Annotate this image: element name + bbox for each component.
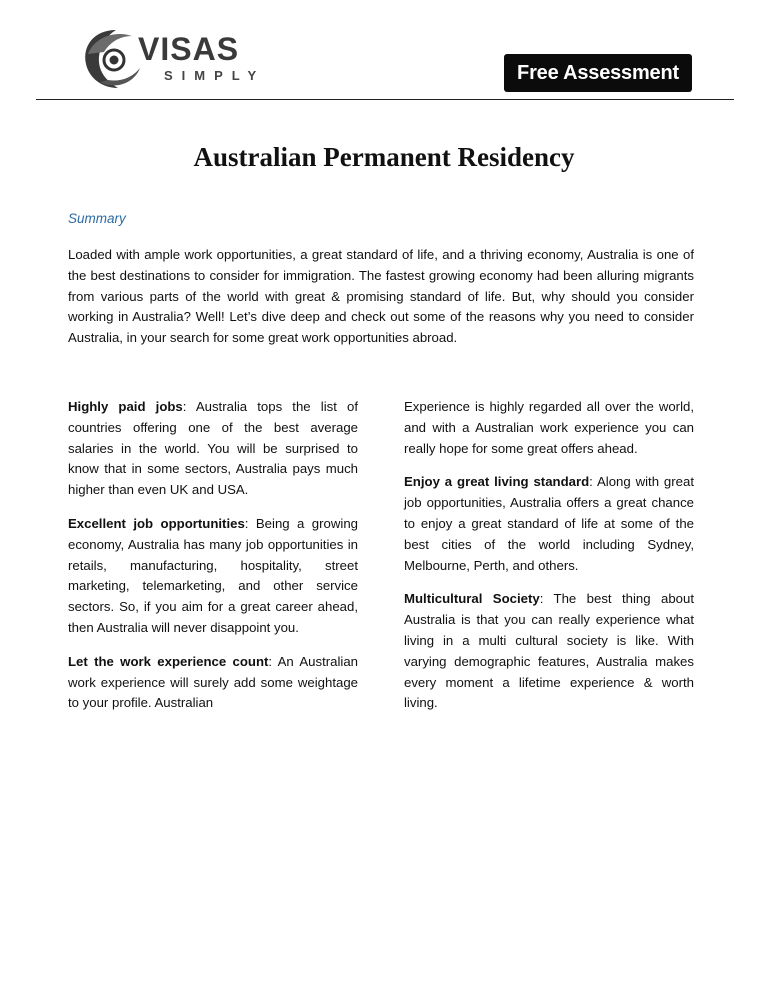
page-title: Australian Permanent Residency — [193, 142, 575, 172]
visas-simply-logo[interactable] — [80, 24, 272, 94]
paragraph-body: : An Australian work experience will surely add some weightage to your profile. Australian — [68, 653, 358, 711]
paragraph-body: : The best thing about Australia is that you can really experience what living in a multi cultural society is like. With varying demographic features, Australia makes every moment a lifetime experience & worth living. — [404, 591, 694, 711]
paragraph-heading: Enjoy a great living standard — [404, 474, 590, 490]
paragraph-multicultural-society — [404, 589, 694, 714]
header-divider — [36, 99, 734, 100]
paragraph-highly-paid-jobs — [68, 397, 358, 501]
paragraph-living-standard — [404, 472, 694, 576]
paragraph-heading: Excellent job opportunities — [68, 515, 245, 531]
logo-mark-icon — [80, 24, 272, 94]
svg-text:SIMPLY: SIMPLY — [164, 68, 266, 83]
paragraph-work-experience — [68, 652, 358, 714]
page-header — [0, 0, 768, 101]
paragraph-heading: Let the work experience count — [68, 653, 269, 669]
right-column — [404, 397, 694, 727]
paragraph-body: : Australia tops the list of countries offering one of the best average salaries in the world. You will be surprised to know that in some sectors, Australia pays much higher than even UK and USA. — [68, 399, 359, 498]
paragraph-excellent-job-opportunities — [68, 514, 358, 639]
summary-text: Loaded with ample work opportunities, a great standard of life, and a thriving economy, Australia is one of the best destinations to consider for immigration. The fastest growing economy had been alluring migrants from various parts of the world with great & promising standard of life. But, why should you consider working in Australia? Well! Let’s dive deep and check out some of the reasons why you need to consider Australia, in your search for some great work opportunities abroad. — [68, 247, 694, 346]
paragraph-continuation: Experience is highly regarded all over the world, and with a Australian work experience you can really hope for some great offers ahead. — [404, 399, 694, 456]
paragraph-body: : Being a growing economy, Australia has many job opportunities in retails, manufacturing, hospitality, street marketing, telemarketing, and other service sectors. So, if you aim for a great career ahead, then Australia will never disappoint you. — [68, 515, 358, 635]
summary-label: Summary — [68, 211, 126, 226]
svg-text:VISAS: VISAS — [138, 31, 240, 67]
left-column — [68, 397, 358, 727]
paragraph-heading: Highly paid jobs — [68, 399, 183, 414]
free-assessment-button[interactable]: Free Assessment — [504, 54, 692, 92]
paragraph-body: : Along with great job opportunities, Australia offers a great chance to enjoy a great standard of life at some of the best cities of the world including Sydney, Melbourne, Perth, and others. — [404, 474, 694, 573]
paragraph-heading: Multicultural Society — [404, 591, 540, 607]
